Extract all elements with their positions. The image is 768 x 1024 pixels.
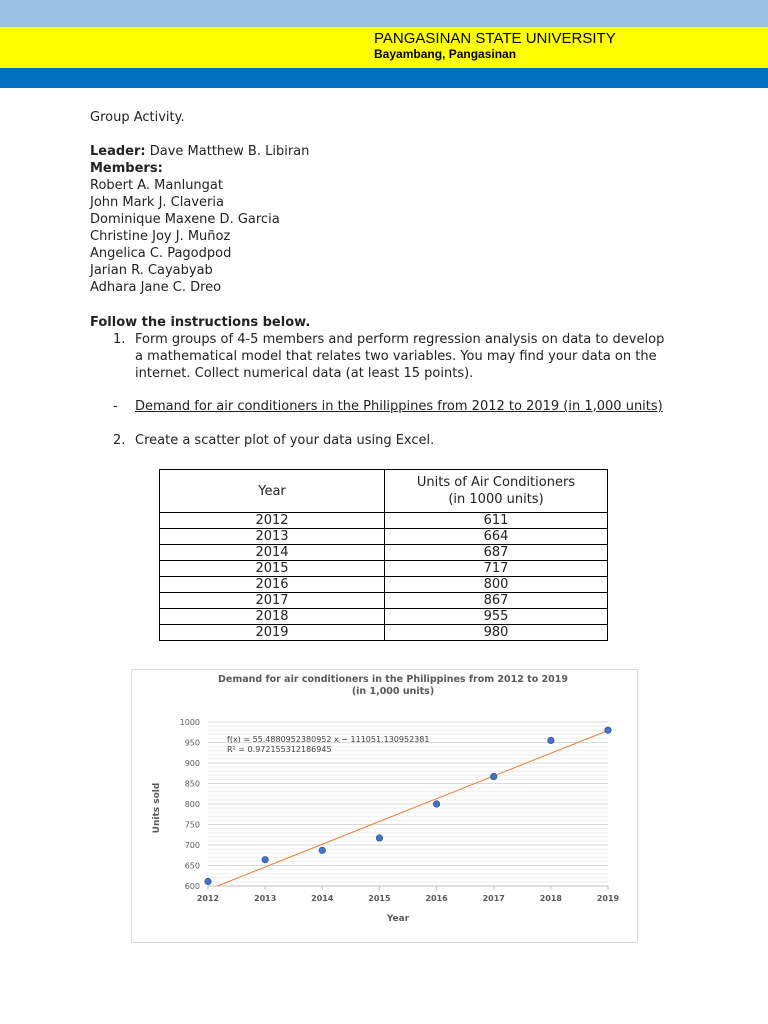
data-point — [262, 856, 269, 863]
x-tick-label: 2012 — [196, 894, 220, 903]
y-tick-label: 600 — [184, 882, 200, 891]
chart-title-line2: (in 1,000 units) — [351, 686, 435, 697]
members-label: Members: — [90, 161, 163, 176]
item1-line: internet. Collect numerical data (at least 15 points). — [135, 366, 474, 381]
table-cell-units: 611 — [385, 513, 608, 529]
data-table — [159, 469, 608, 641]
y-tick-label: 750 — [184, 820, 200, 830]
member-item: Dominique Maxene D. Garcia — [90, 212, 280, 227]
item1-line: Form groups of 4-5 members and perform regression analysis on data to develop — [135, 332, 665, 347]
y-tick-label: 800 — [184, 800, 200, 809]
table-cell-year: 2014 — [160, 545, 385, 561]
header-band-light — [0, 0, 768, 27]
member-item: John Mark J. Claveria — [90, 195, 224, 210]
university-name: PANGASINAN STATE UNIVERSITY — [374, 30, 616, 47]
table-row — [160, 625, 608, 641]
table-cell-units: 955 — [385, 609, 608, 625]
item2-number: 2. — [113, 433, 126, 448]
y-tick-label: 900 — [184, 759, 200, 768]
table-cell-year: 2012 — [160, 513, 385, 529]
item2-text: Create a scatter plot of your data using Excel. — [135, 433, 435, 448]
y-tick-label: 700 — [184, 841, 200, 850]
table-cell-year: 2017 — [160, 593, 385, 609]
instructions-heading: Follow the instructions below. — [90, 315, 311, 330]
table-cell-year: 2016 — [160, 577, 385, 593]
data-point — [319, 847, 326, 854]
y-axis-label: Units sold — [152, 782, 162, 834]
y-tick-label: 950 — [184, 738, 200, 748]
x-axis-label: Year — [386, 914, 410, 924]
member-item: Robert A. Manlungat — [90, 178, 223, 193]
scatter-chart — [131, 669, 638, 943]
data-point — [376, 835, 383, 842]
table-cell-units: 664 — [385, 529, 608, 545]
table-header-row — [160, 470, 608, 513]
table-row — [160, 593, 608, 609]
col-header-units — [385, 470, 608, 513]
data-point — [490, 773, 497, 780]
x-tick-label: 2014 — [311, 894, 334, 903]
table-row — [160, 529, 608, 545]
item1-number: 1. — [113, 332, 126, 347]
table-cell-year: 2015 — [160, 561, 385, 577]
data-point — [605, 727, 612, 734]
y-tick-label: 850 — [184, 779, 200, 789]
member-item: Jarian R. Cayabyab — [90, 263, 213, 278]
table-row — [160, 513, 608, 529]
table-row — [160, 577, 608, 593]
r-squared-label: R² = 0.972155312186945 — [227, 745, 332, 754]
col-header-units-line2: (in 1000 units) — [448, 492, 544, 507]
university-location: Bayambang, Pangasinan — [374, 47, 517, 61]
leader-label: Leader: — [90, 144, 146, 159]
x-tick-label: 2015 — [368, 894, 391, 903]
x-tick-label: 2018 — [539, 894, 562, 903]
table-cell-year: 2013 — [160, 529, 385, 545]
data-point — [205, 878, 212, 885]
table-row — [160, 609, 608, 625]
member-item: Adhara Jane C. Dreo — [90, 280, 222, 295]
col-header-year: Year — [160, 470, 385, 513]
header-band-blue — [0, 68, 768, 88]
table-cell-units: 717 — [385, 561, 608, 577]
dash-bullet: - — [113, 399, 118, 414]
x-tick-label: 2019 — [596, 894, 620, 903]
table-cell-units: 867 — [385, 593, 608, 609]
member-item: Angelica C. Pagodpod — [90, 246, 232, 261]
activity-title: Group Activity. — [90, 110, 185, 125]
leader-line — [90, 143, 309, 160]
x-tick-label: 2016 — [425, 894, 448, 903]
x-tick-label: 2017 — [482, 894, 505, 903]
dataset-title: Demand for air conditioners in the Philippines from 2012 to 2019 (in 1,000 units) — [135, 399, 663, 414]
x-tick-label: 2013 — [254, 894, 277, 903]
col-header-units-line1: Units of Air Conditioners — [416, 475, 576, 490]
y-tick-label: 1000 — [179, 718, 200, 727]
item1-line: a mathematical model that relates two variables. You may find your data on the — [135, 349, 657, 364]
data-point — [433, 801, 440, 808]
data-point — [548, 737, 555, 744]
y-tick-label: 650 — [184, 861, 200, 871]
table-row — [160, 545, 608, 561]
table-row — [160, 561, 608, 577]
trendline-equation: f(x) = 55.4880952380952 x − 111051.130952381 — [227, 735, 430, 744]
member-item: Christine Joy J. Muñoz — [90, 229, 231, 244]
table-cell-units: 800 — [385, 577, 608, 593]
table-cell-year: 2019 — [160, 625, 385, 641]
chart-canvas — [132, 670, 637, 942]
table-cell-units: 687 — [385, 545, 608, 561]
table-cell-year: 2018 — [160, 609, 385, 625]
table-cell-units: 980 — [385, 625, 608, 641]
chart-title-line1: Demand for air conditioners in the Philippines from 2012 to 2019 — [218, 674, 568, 685]
leader-name: Dave Matthew B. Libiran — [149, 144, 310, 159]
